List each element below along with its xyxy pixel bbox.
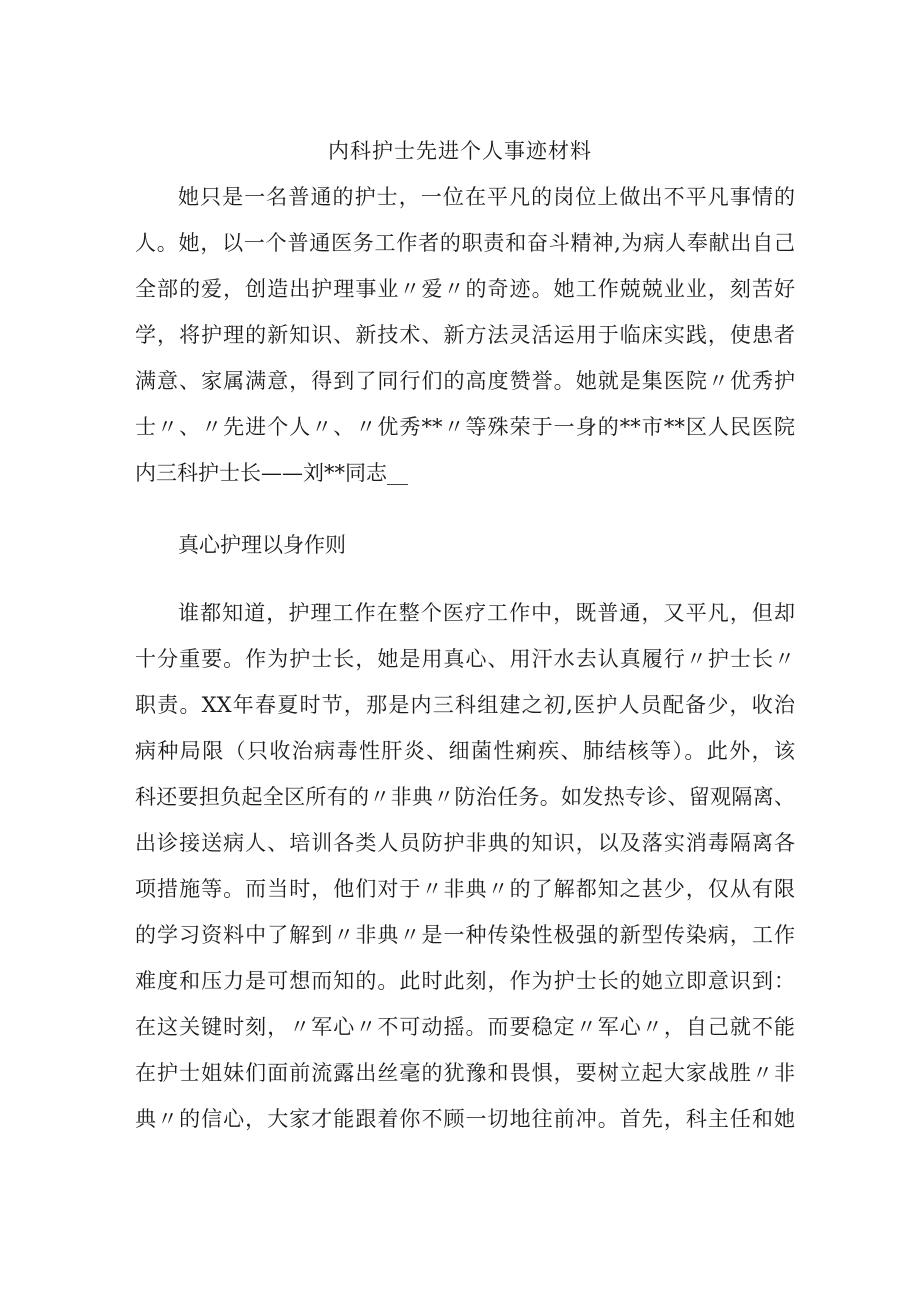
paragraph-2-line-8: 的学习资料中了解到〃非典〃是一种传染性极强的新型传染病，工作 xyxy=(135,923,795,947)
paragraph-2-line-6: 出诊接送病人、培训各类人员防护非典的知识，以及落实消毒隔离各 xyxy=(135,831,795,855)
paragraph-2-line-3: 职责。XX年春夏时节，那是内三科组建之初,医护人员配备少，收治 xyxy=(135,693,795,717)
paragraph-2-line-10: 在这关键时刻，〃军心〃不可动摇。而要稳定〃军心〃，自己就不能 xyxy=(135,1015,795,1039)
paragraph-2-line-4: 病种局限（只收治病毒性肝炎、细菌性痢疾、肺结核等）。此外，该 xyxy=(135,739,795,763)
paragraph-1-line-5: 满意、家属满意，得到了同行们的高度赞誉。她就是集医院〃优秀护 xyxy=(135,369,795,393)
paragraph-1-line-3: 全部的爱，创造出护理事业〃爱〃的奇迹。她工作兢兢业业，刻苦好 xyxy=(135,277,795,301)
paragraph-2-line-9: 难度和压力是可想而知的。此时此刻，作为护士长的她立即意识到： xyxy=(135,969,795,993)
paragraph-1-line-4: 学，将护理的新知识、新技术、新方法灵活运用于临床实践，使患者 xyxy=(135,323,795,347)
paragraph-1-line-1: 她只是一名普通的护士，一位在平凡的岗位上做出不平凡事情的 xyxy=(178,185,795,209)
paragraph-2-line-2: 十分重要。作为护士长，她是用真心、用汗水去认真履行〃护士长〃 xyxy=(135,647,795,671)
paragraph-1-line-2: 人。她，以一个普通医务工作者的职责和奋斗精神,为病人奉献出自己 xyxy=(135,231,795,255)
paragraph-2-line-11: 在护士姐妹们面前流露出丝毫的犹豫和畏惧，要树立起大家战胜〃非 xyxy=(135,1061,795,1085)
paragraph-1-line-6: 士〃、〃先进个人〃、〃优秀**〃等殊荣于一身的**市**区人民医院 xyxy=(135,415,795,439)
paragraph-1-line-7: 内三科护士长——刘**同志__ xyxy=(135,461,408,485)
document-title: 内科护士先进个人事迹材料 xyxy=(328,139,592,163)
section-heading: 真心护理以身作则 xyxy=(178,533,346,557)
paragraph-2-line-5: 科还要担负起全区所有的〃非典〃防治任务。如发热专诊、留观隔离、 xyxy=(135,785,795,809)
paragraph-2-line-1: 谁都知道，护理工作在整个医疗工作中，既普通，又平凡，但却 xyxy=(178,601,795,625)
paragraph-2-line-12: 典〃的信心，大家才能跟着你不顾一切地往前冲。首先，科主任和她 xyxy=(135,1107,795,1131)
paragraph-2-line-7: 项措施等。而当时，他们对于〃非典〃的了解都知之甚少，仅从有限 xyxy=(135,877,795,901)
